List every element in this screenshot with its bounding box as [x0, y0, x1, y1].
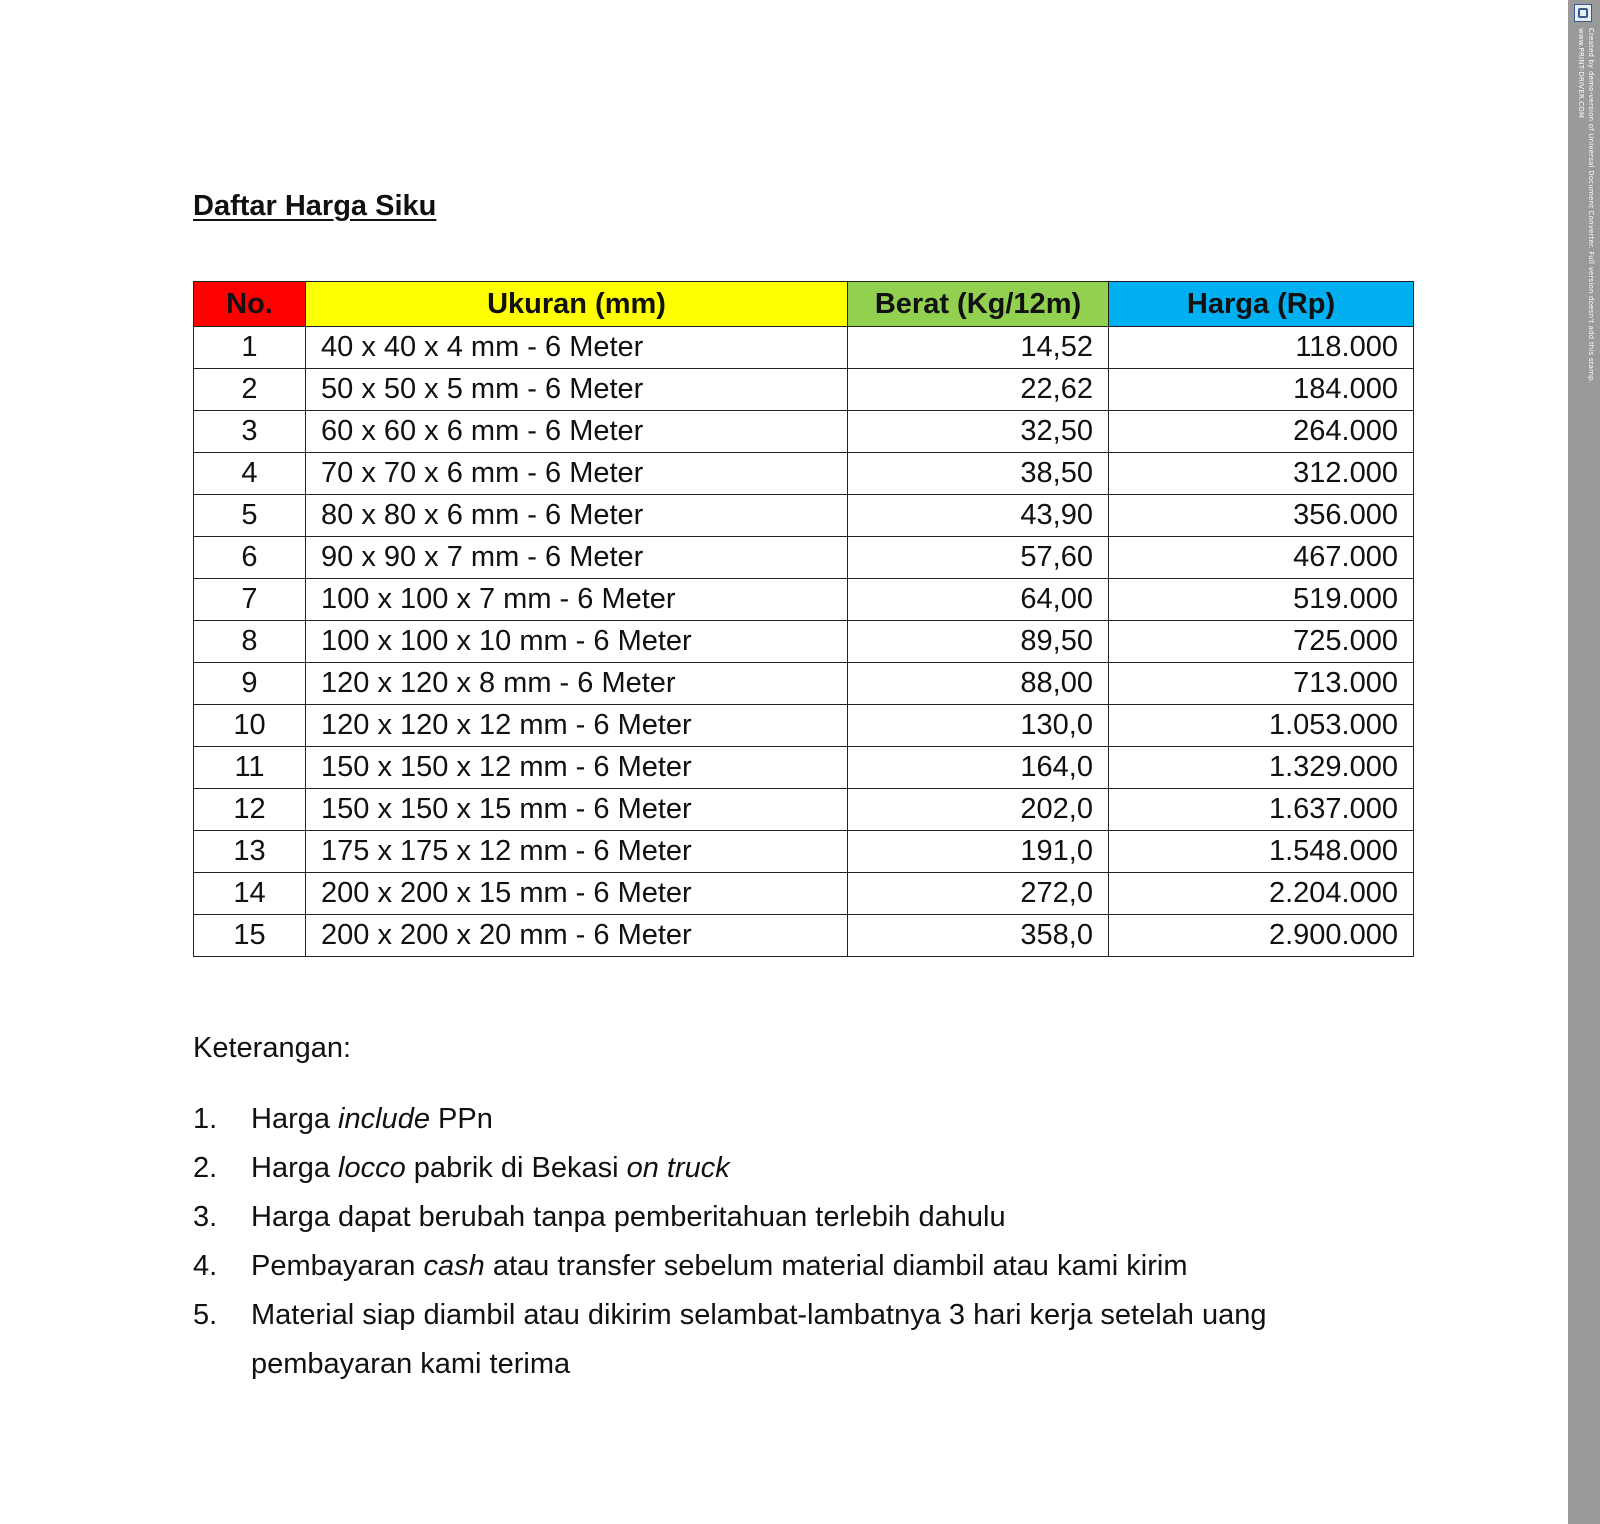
list-item-text: pabrik di Bekasi: [405, 1152, 627, 1184]
cell-weight: 130,0: [848, 705, 1109, 747]
table-row: [194, 537, 1414, 579]
notes-heading: Keterangan:: [193, 1032, 352, 1064]
table-row: [194, 915, 1414, 957]
cell-no: 14: [194, 873, 306, 915]
cell-size: 175 x 175 x 12 mm - 6 Meter: [306, 831, 848, 873]
list-item-text: Harga dapat berubah tanpa pemberitahuan terlebih dahulu: [251, 1201, 1006, 1233]
table-row: [194, 579, 1414, 621]
cell-no: 11: [194, 747, 306, 789]
cell-weight: 22,62: [848, 369, 1109, 411]
cell-weight: 164,0: [848, 747, 1109, 789]
cell-price: 312.000: [1109, 453, 1414, 495]
cell-price: 1.548.000: [1109, 831, 1414, 873]
cell-price: 1.053.000: [1109, 705, 1414, 747]
table-row: [194, 369, 1414, 411]
cell-no: 4: [194, 453, 306, 495]
cell-weight: 14,52: [848, 327, 1109, 369]
cell-no: 10: [194, 705, 306, 747]
cell-price: 2.204.000: [1109, 873, 1414, 915]
list-item-text: Material siap diambil atau dikirim selambat-lambatnya 3 hari kerja setelah uang pembayaran kami terima: [251, 1299, 1267, 1380]
cell-weight: 64,00: [848, 579, 1109, 621]
cell-price: 725.000: [1109, 621, 1414, 663]
list-item: [193, 1095, 1423, 1144]
list-item-text: PPn: [429, 1103, 493, 1135]
table-row: [194, 705, 1414, 747]
cell-size: 100 x 100 x 10 mm - 6 Meter: [306, 621, 848, 663]
cell-size: 90 x 90 x 7 mm - 6 Meter: [306, 537, 848, 579]
cell-no: 8: [194, 621, 306, 663]
cell-no: 9: [194, 663, 306, 705]
table-row: [194, 747, 1414, 789]
price-table: [193, 281, 1414, 957]
cell-weight: 191,0: [848, 831, 1109, 873]
cell-weight: 89,50: [848, 621, 1109, 663]
list-item-text: cash: [423, 1250, 485, 1282]
cell-price: 1.329.000: [1109, 747, 1414, 789]
list-item: [193, 1144, 1423, 1193]
table-row: [194, 789, 1414, 831]
cell-no: 12: [194, 789, 306, 831]
cell-size: 150 x 150 x 12 mm - 6 Meter: [306, 747, 848, 789]
header-size: Ukuran (mm): [306, 282, 848, 327]
cell-no: 5: [194, 495, 306, 537]
cell-weight: 272,0: [848, 873, 1109, 915]
table-row: [194, 873, 1414, 915]
list-item-text: on truck: [626, 1152, 730, 1184]
cell-no: 7: [194, 579, 306, 621]
cell-no: 1: [194, 327, 306, 369]
cell-size: 50 x 50 x 5 mm - 6 Meter: [306, 369, 848, 411]
cell-no: 13: [194, 831, 306, 873]
table-row: [194, 621, 1414, 663]
cell-size: 150 x 150 x 15 mm - 6 Meter: [306, 789, 848, 831]
list-item-text: include: [338, 1103, 430, 1135]
cell-size: 200 x 200 x 15 mm - 6 Meter: [306, 873, 848, 915]
cell-weight: 88,00: [848, 663, 1109, 705]
cell-price: 467.000: [1109, 537, 1414, 579]
cell-weight: 57,60: [848, 537, 1109, 579]
list-item: [193, 1193, 1423, 1242]
cell-no: 6: [194, 537, 306, 579]
cell-weight: 43,90: [848, 495, 1109, 537]
table-header-row: [194, 282, 1414, 327]
table-row: [194, 663, 1414, 705]
cell-size: 60 x 60 x 6 mm - 6 Meter: [306, 411, 848, 453]
list-item-number: 3.: [193, 1201, 218, 1233]
cell-no: 3: [194, 411, 306, 453]
page-title: Daftar Harga Siku: [193, 190, 437, 222]
cell-price: 118.000: [1109, 327, 1414, 369]
converter-logo-icon: [1574, 4, 1592, 22]
list-item-number: 4.: [193, 1250, 218, 1282]
table-row: [194, 831, 1414, 873]
cell-price: 264.000: [1109, 411, 1414, 453]
header-weight: Berat (Kg/12m): [848, 282, 1109, 327]
cell-price: 1.637.000: [1109, 789, 1414, 831]
cell-weight: 38,50: [848, 453, 1109, 495]
header-no: No.: [194, 282, 306, 327]
cell-size: 100 x 100 x 7 mm - 6 Meter: [306, 579, 848, 621]
cell-weight: 202,0: [848, 789, 1109, 831]
watermark-text: Created by demo-version of Universal Document Converter. Full version doesn't add this stamp. www.PRINT-DRIVER.COM: [1577, 28, 1595, 384]
list-item-text: Pembayaran: [251, 1250, 424, 1282]
cell-size: 200 x 200 x 20 mm - 6 Meter: [306, 915, 848, 957]
notes-list: [193, 1095, 1423, 1389]
header-price: Harga (Rp): [1109, 282, 1414, 327]
cell-no: 2: [194, 369, 306, 411]
table-body: [194, 327, 1414, 957]
cell-size: 80 x 80 x 6 mm - 6 Meter: [306, 495, 848, 537]
cell-price: 184.000: [1109, 369, 1414, 411]
list-item: [193, 1291, 1423, 1389]
cell-price: 2.900.000: [1109, 915, 1414, 957]
cell-weight: 358,0: [848, 915, 1109, 957]
list-item-number: 5.: [193, 1299, 218, 1331]
list-item: [193, 1242, 1423, 1291]
list-item-text: atau transfer sebelum material diambil atau kami kirim: [484, 1250, 1188, 1282]
cell-size: 40 x 40 x 4 mm - 6 Meter: [306, 327, 848, 369]
cell-price: 713.000: [1109, 663, 1414, 705]
cell-size: 120 x 120 x 8 mm - 6 Meter: [306, 663, 848, 705]
table-row: [194, 495, 1414, 537]
cell-no: 15: [194, 915, 306, 957]
cell-price: 356.000: [1109, 495, 1414, 537]
table-row: [194, 411, 1414, 453]
cell-weight: 32,50: [848, 411, 1109, 453]
list-item-text: Harga: [251, 1103, 339, 1135]
table-row: [194, 327, 1414, 369]
cell-price: 519.000: [1109, 579, 1414, 621]
list-item-text: Harga: [251, 1152, 339, 1184]
list-item-number: 1.: [193, 1103, 218, 1135]
list-item-number: 2.: [193, 1152, 218, 1184]
cell-size: 70 x 70 x 6 mm - 6 Meter: [306, 453, 848, 495]
list-item-text: locco: [338, 1152, 406, 1184]
table-row: [194, 453, 1414, 495]
cell-size: 120 x 120 x 12 mm - 6 Meter: [306, 705, 848, 747]
